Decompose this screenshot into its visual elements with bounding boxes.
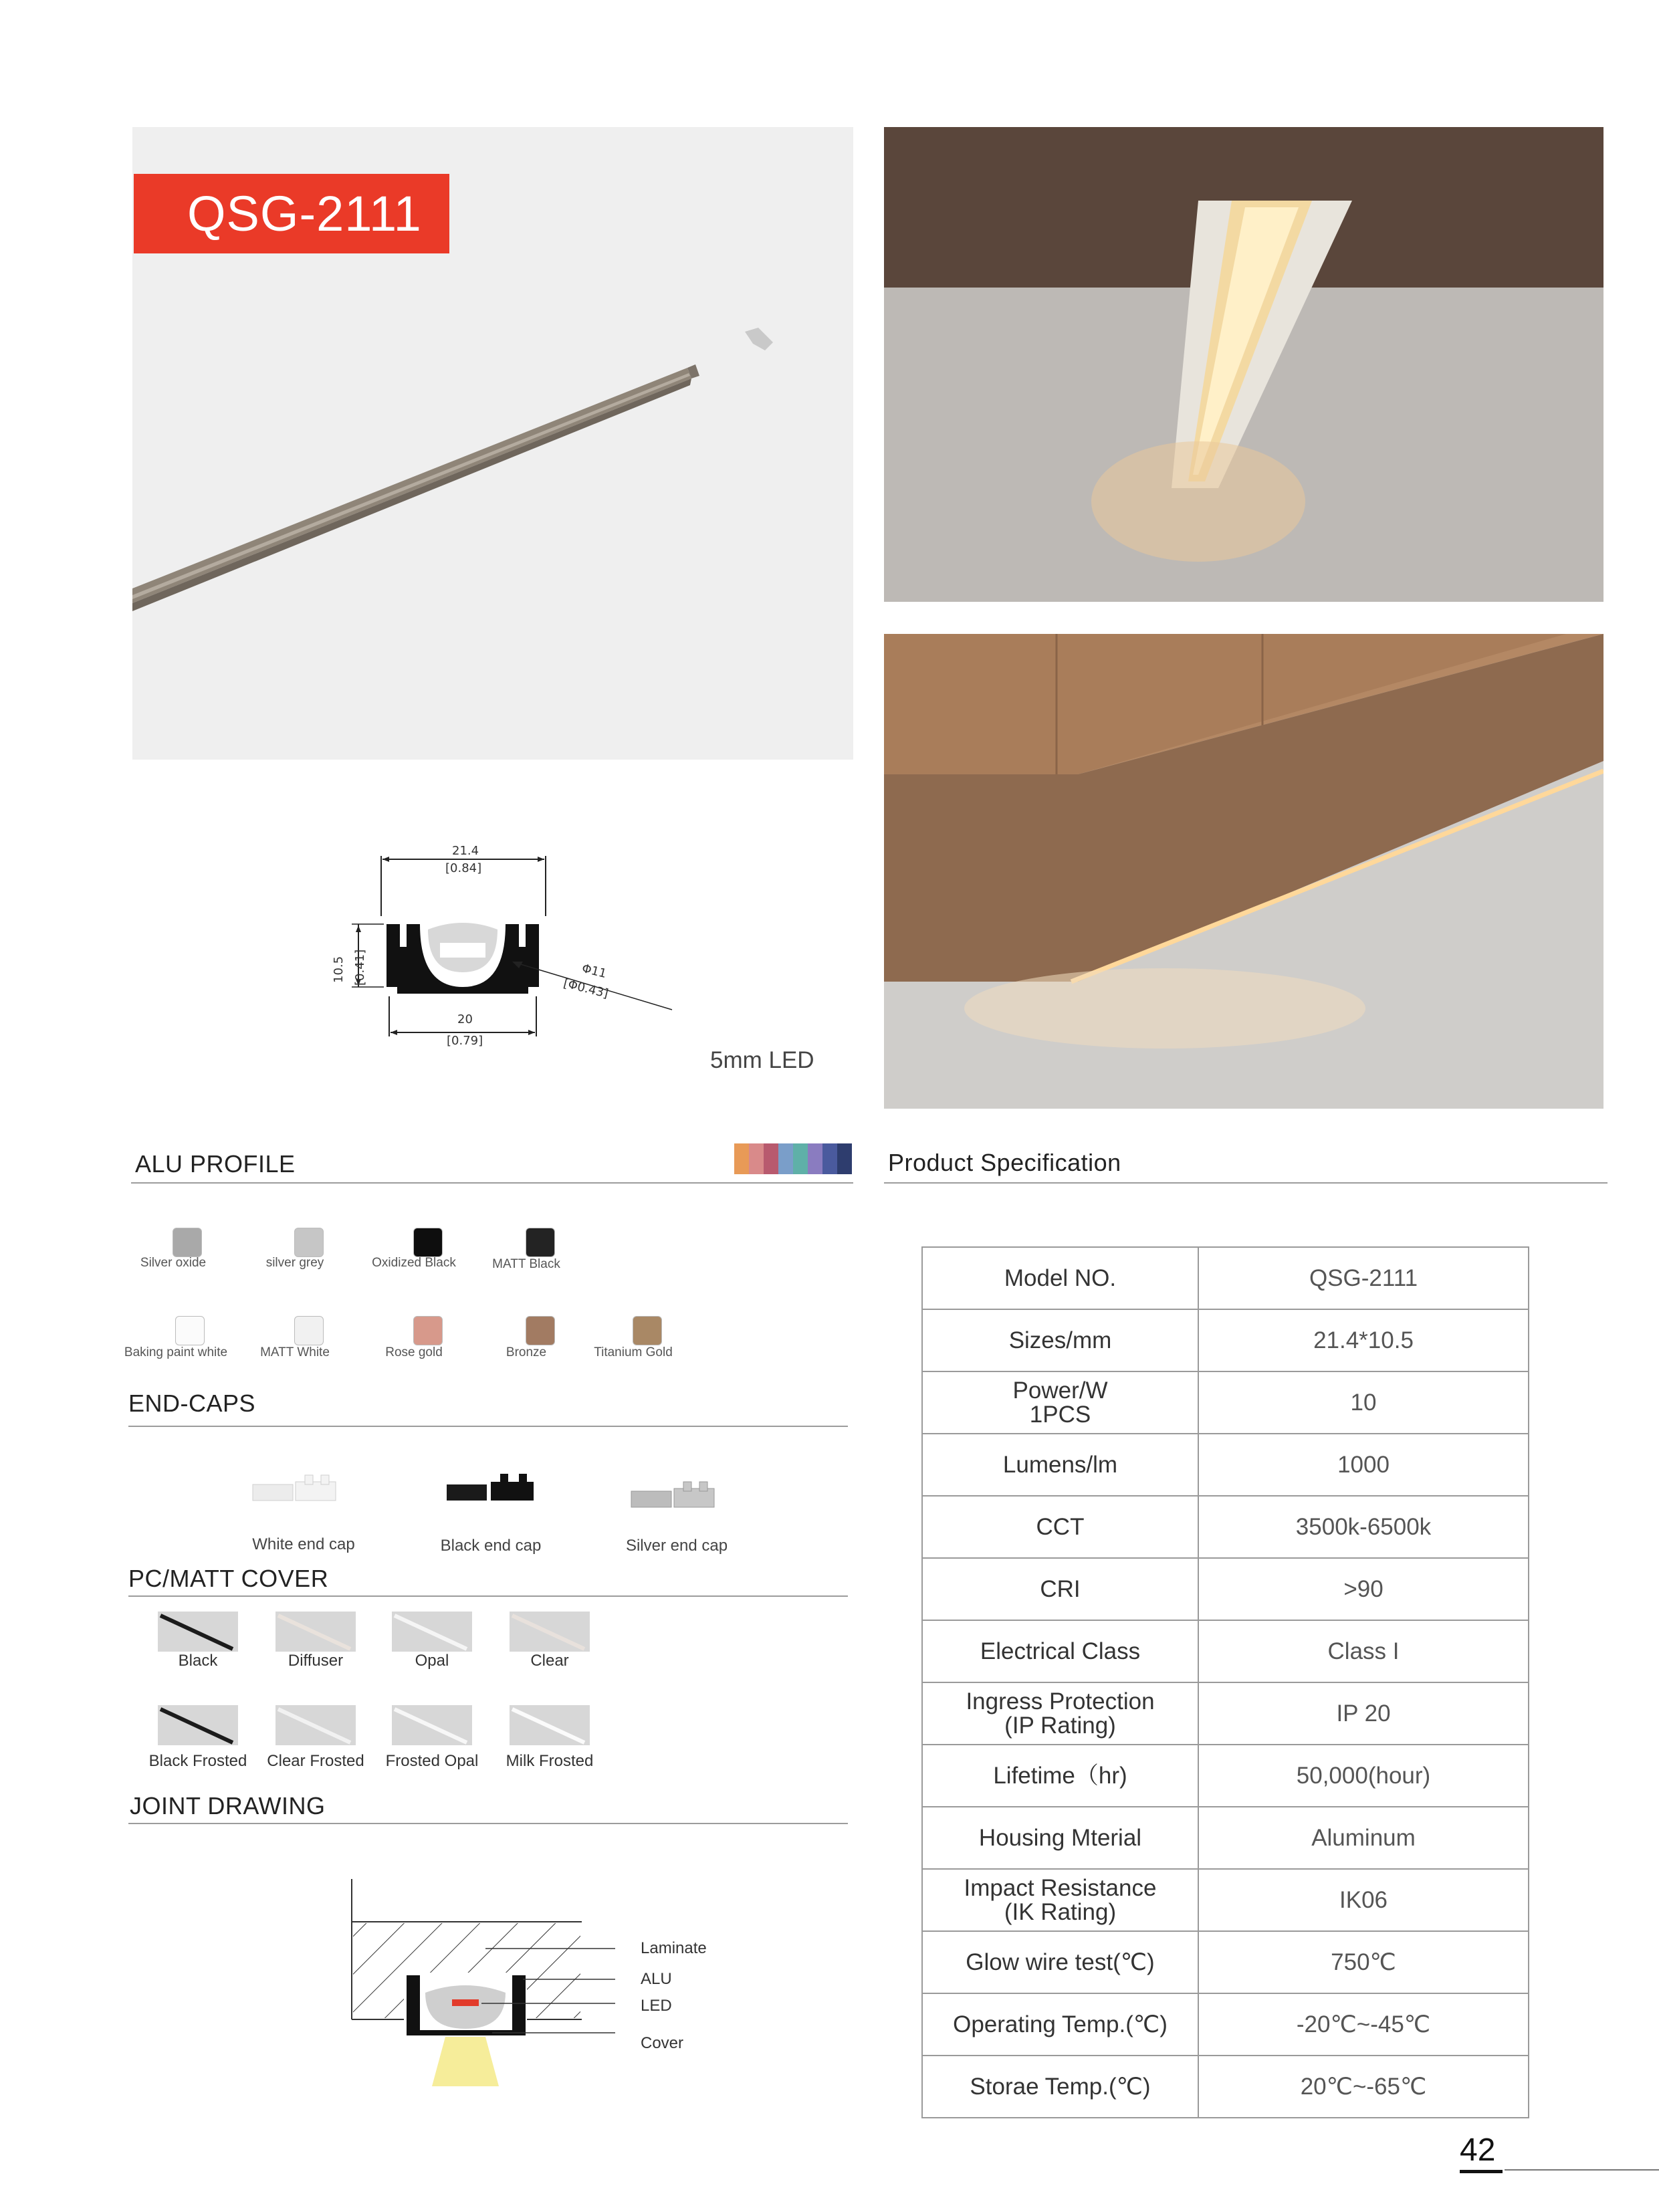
spec-key-text: Model NO. [1004, 1264, 1117, 1291]
spec-row [922, 2056, 1529, 2118]
palette-color-7 [837, 1143, 852, 1174]
silver-end-cap-label: Silver end cap [625, 1537, 728, 1555]
spec-key [922, 1869, 1198, 1931]
spec-key-text: Ingress Protection [966, 1688, 1155, 1715]
cover-thumbnail [510, 1705, 590, 1745]
spec-key [922, 1931, 1198, 1993]
spec-key [922, 1247, 1198, 1309]
spec-row [922, 1869, 1529, 1931]
spec-value: 21.4*10.5 [1198, 1309, 1529, 1371]
cover-label: Black [178, 1652, 218, 1670]
model-badge: QSG-2111 [134, 174, 449, 253]
black-end-cap-image [444, 1468, 538, 1512]
finish-swatch [413, 1228, 443, 1257]
finish-label: silver grey [265, 1256, 324, 1270]
finish-swatch [413, 1316, 443, 1345]
joint-drawing-title: JOINT DRAWING [130, 1792, 326, 1819]
dim-base-mm: 20 [457, 1012, 473, 1026]
cover-thumbnail [275, 1705, 356, 1745]
finish-label: Oxidized Black [372, 1256, 456, 1270]
spec-row [922, 1309, 1529, 1371]
spec-key-text: Glow wire test(℃) [966, 1949, 1155, 1975]
spec-row [922, 1434, 1529, 1496]
dim-height-mm: 10.5 [332, 956, 346, 983]
finish-label: Rose gold [385, 1345, 443, 1359]
page-footer-rule [1505, 2169, 1659, 2171]
spec-value: QSG-2111 [1198, 1247, 1529, 1309]
spec-key [922, 1371, 1198, 1434]
dim-diameter-mm: Φ11 [580, 961, 609, 982]
spec-row [922, 1558, 1529, 1620]
spec-row [922, 1931, 1529, 1993]
cover-label: Milk Frosted [506, 1752, 594, 1770]
dim-diameter-in: [Φ0.43] [562, 976, 610, 1001]
joint-label-cover: Cover [641, 2034, 684, 2052]
spec-value: 750℃ [1198, 1931, 1529, 1993]
white-end-cap-label: White end cap [252, 1535, 355, 1553]
spec-row [922, 1993, 1529, 2056]
spec-rule [884, 1182, 1608, 1184]
finish-label: Baking paint white [124, 1345, 228, 1359]
spec-key [922, 1620, 1198, 1682]
spec-value: Aluminum [1198, 1807, 1529, 1869]
joint-label-alu: ALU [641, 1970, 672, 1988]
led-size-note: 5mm LED [710, 1047, 814, 1073]
black-end-cap-label: Black end cap [440, 1537, 542, 1555]
finish-swatch [294, 1316, 324, 1345]
palette-color-0 [734, 1143, 749, 1174]
spec-value: IK06 [1198, 1869, 1529, 1931]
end-caps-title: END-CAPS [128, 1390, 256, 1417]
spec-key [922, 1993, 1198, 2056]
finish-swatch [175, 1316, 205, 1345]
joint-drawing [334, 1879, 629, 2100]
spec-key-text: Storae Temp.(℃) [970, 2073, 1151, 2100]
cover-thumbnail [392, 1705, 472, 1745]
cover-rule [128, 1595, 848, 1597]
palette-color-2 [764, 1143, 778, 1174]
color-palette-strip [734, 1143, 852, 1174]
spec-key [922, 1309, 1198, 1371]
dim-height-in: [0.41] [353, 949, 367, 986]
cover-label: Black Frosted [148, 1752, 247, 1770]
page-number-underline [1460, 2170, 1503, 2173]
finish-swatch [526, 1228, 555, 1257]
spec-value: 3500k-6500k [1198, 1496, 1529, 1558]
spec-key [922, 1558, 1198, 1620]
dim-width-mm: 21.4 [452, 844, 479, 858]
spec-value: 20℃~-65℃ [1198, 2056, 1529, 2118]
white-end-cap-image [251, 1468, 338, 1512]
finish-swatch [526, 1316, 555, 1345]
finish-swatch [294, 1228, 324, 1257]
joint-drawing-rule [128, 1823, 848, 1824]
spec-key [922, 1434, 1198, 1496]
palette-color-6 [822, 1143, 837, 1174]
palette-color-4 [793, 1143, 808, 1174]
finish-label: Silver oxide [140, 1256, 207, 1270]
spec-key-text: Impact Resistance [964, 1874, 1157, 1901]
spec-key [922, 2056, 1198, 2118]
finish-label: Bronze [506, 1345, 547, 1359]
cover-thumbnail [158, 1612, 238, 1652]
spec-value: Class I [1198, 1620, 1529, 1682]
spec-row [922, 1682, 1529, 1745]
spec-row [922, 1807, 1529, 1869]
cover-thumbnail [275, 1612, 356, 1652]
palette-color-3 [778, 1143, 793, 1174]
palette-color-5 [808, 1143, 822, 1174]
spec-key-text: Operating Temp.(℃) [953, 2011, 1168, 2037]
spec-key-text: Lifetime（hr) [993, 1762, 1127, 1789]
spec-value: 50,000(hour) [1198, 1745, 1529, 1807]
spec-key-text: CRI [1040, 1575, 1081, 1602]
cover-thumbnail [158, 1705, 238, 1745]
cover-title: PC/MATT COVER [128, 1565, 329, 1592]
end-cap-render [745, 328, 773, 350]
spec-key-text: CCT [1036, 1513, 1085, 1540]
spec-key-text: Electrical Class [980, 1638, 1141, 1664]
joint-label-laminate: Laminate [641, 1939, 707, 1957]
spec-value: 1000 [1198, 1434, 1529, 1496]
alu-profile-title: ALU PROFILE [135, 1150, 296, 1178]
spec-key-text: Housing Mterial [978, 1824, 1142, 1851]
installation-photo-closeup [884, 127, 1603, 602]
cover-label: Diffuser [288, 1652, 344, 1670]
silver-end-cap-image [630, 1475, 717, 1519]
finish-label: MATT Black [492, 1257, 560, 1271]
spec-value: 10 [1198, 1371, 1529, 1434]
spec-row [922, 1371, 1529, 1434]
spec-key-subtext: (IK Rating) [1004, 1898, 1117, 1925]
cover-label: Opal [415, 1652, 449, 1670]
cover-thumbnail [510, 1612, 590, 1652]
cross-section-drawing [328, 829, 715, 1063]
spec-key [922, 1745, 1198, 1807]
cover-label: Frosted Opal [385, 1752, 479, 1770]
dim-base-in: [0.79] [447, 1034, 483, 1048]
spec-table [921, 1246, 1529, 2118]
spec-row [922, 1620, 1529, 1682]
spec-key-text: Power/W [1012, 1377, 1108, 1404]
finish-label: MATT White [260, 1345, 330, 1359]
spec-row [922, 1745, 1529, 1807]
spec-key-text: Lumens/lm [1002, 1451, 1118, 1478]
page-number: 42 [1460, 2132, 1496, 2168]
spec-key-subtext: 1PCS [1029, 1401, 1091, 1428]
spec-row [922, 1496, 1529, 1558]
spec-key-text: Sizes/mm [1008, 1327, 1112, 1353]
installation-photo-cabinet [884, 634, 1603, 1109]
end-caps-rule [128, 1426, 848, 1427]
cover-thumbnail [392, 1612, 472, 1652]
spec-value: IP 20 [1198, 1682, 1529, 1745]
finish-label: Titanium Gold [594, 1345, 673, 1359]
spec-value: >90 [1198, 1558, 1529, 1620]
finish-swatch [173, 1228, 202, 1257]
cover-label: Clear Frosted [267, 1752, 364, 1770]
finish-swatch [633, 1316, 662, 1345]
cover-label: Clear [530, 1652, 569, 1670]
spec-key [922, 1682, 1198, 1745]
spec-title: Product Specification [888, 1149, 1121, 1176]
spec-value: -20℃~-45℃ [1198, 1993, 1529, 2056]
joint-label-led: LED [641, 1997, 672, 2015]
spec-key [922, 1807, 1198, 1869]
palette-color-1 [749, 1143, 764, 1174]
spec-key-subtext: (IP Rating) [1004, 1712, 1116, 1739]
alu-profile-rule [131, 1182, 853, 1184]
spec-key [922, 1496, 1198, 1558]
spec-row [922, 1247, 1529, 1309]
dim-width-in: [0.84] [445, 861, 482, 875]
